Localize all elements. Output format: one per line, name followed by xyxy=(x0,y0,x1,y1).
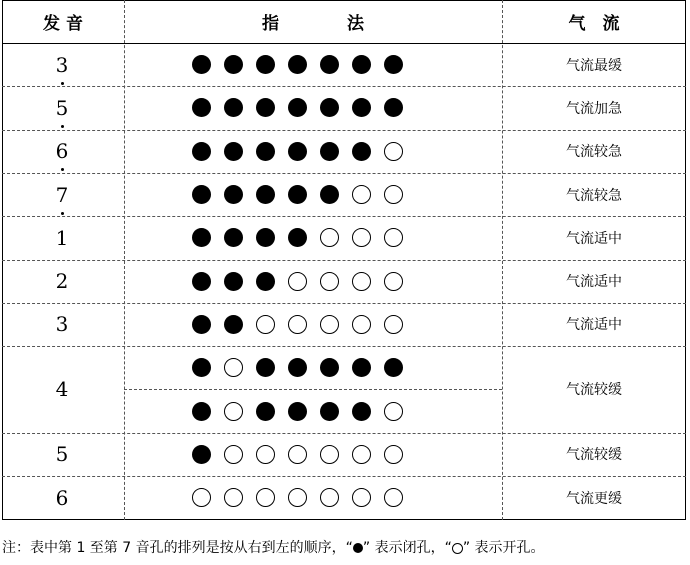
note-number: 7 xyxy=(55,182,69,207)
closed-hole-icon xyxy=(256,98,275,117)
closed-hole-icon xyxy=(384,98,403,117)
closed-hole-icon xyxy=(224,55,243,74)
open-hole-icon xyxy=(320,488,339,507)
fingering-holes xyxy=(192,226,403,250)
open-hole-icon xyxy=(320,315,339,334)
fingering-holes xyxy=(192,399,403,423)
open-hole-icon xyxy=(384,315,403,334)
note-cell xyxy=(2,260,122,303)
open-hole-icon xyxy=(320,445,339,464)
open-hole-icon xyxy=(224,445,243,464)
open-hole-icon xyxy=(352,315,371,334)
note-number: 6 xyxy=(55,139,69,164)
footnote-text-middle: ” 表示闭孔，“ xyxy=(362,540,452,556)
closed-hole-icon xyxy=(256,142,275,161)
closed-hole-icon xyxy=(256,228,275,247)
closed-hole-icon xyxy=(224,228,243,247)
note-label xyxy=(56,183,69,207)
closed-hole-icon xyxy=(320,98,339,117)
open-hole-icon xyxy=(352,272,371,291)
open-hole-icon xyxy=(288,445,307,464)
note-cell xyxy=(2,173,122,216)
closed-hole-icon xyxy=(256,402,275,421)
fingering-holes xyxy=(192,442,403,466)
header-note: 发 音 xyxy=(43,14,83,34)
open-hole-icon xyxy=(352,185,371,204)
closed-hole-icon xyxy=(288,142,307,161)
note-number: 5 xyxy=(55,95,69,120)
airflow-cell: 气流适中 xyxy=(566,317,622,334)
closed-hole-icon xyxy=(288,358,307,377)
note-number: 3 xyxy=(55,312,69,337)
fingering-holes xyxy=(192,356,403,380)
open-hole-icon xyxy=(452,543,463,554)
note-cell xyxy=(2,86,122,129)
airflow-cell: 气流加急 xyxy=(566,100,622,117)
note-cell xyxy=(2,130,122,173)
closed-hole-icon xyxy=(320,358,339,377)
closed-hole-icon xyxy=(192,445,211,464)
closed-hole-icon xyxy=(288,55,307,74)
note-label xyxy=(56,442,69,466)
airflow-cell: 气流较缓 xyxy=(566,382,622,399)
closed-hole-icon xyxy=(352,98,371,117)
open-hole-icon xyxy=(352,228,371,247)
note-label xyxy=(56,486,69,510)
header-fingering: 指 法 xyxy=(262,14,364,34)
note-cell xyxy=(2,43,122,86)
closed-hole-icon xyxy=(384,358,403,377)
closed-hole-icon xyxy=(192,142,211,161)
sub-row-divider xyxy=(124,389,502,390)
note-label xyxy=(56,96,69,120)
closed-hole-icon xyxy=(288,185,307,204)
airflow-cell: 气流适中 xyxy=(566,274,622,291)
fingering-holes xyxy=(192,96,403,120)
closed-hole-icon xyxy=(256,55,275,74)
footnote-text-after: ” 表示开孔。 xyxy=(462,540,545,556)
fingering-holes xyxy=(192,486,403,510)
note-cell xyxy=(2,346,122,433)
closed-hole-icon xyxy=(192,358,211,377)
note-number: 6 xyxy=(55,485,69,510)
note-label xyxy=(56,53,69,77)
fingering-holes xyxy=(192,139,403,163)
closed-hole-icon xyxy=(288,98,307,117)
closed-hole-icon xyxy=(192,315,211,334)
closed-hole-icon xyxy=(192,185,211,204)
low-octave-dot-icon xyxy=(61,212,64,215)
fingering-holes xyxy=(192,312,403,336)
closed-hole-icon xyxy=(224,272,243,291)
open-hole-icon xyxy=(224,488,243,507)
closed-hole-icon xyxy=(256,272,275,291)
note-cell xyxy=(2,216,122,259)
open-hole-icon xyxy=(384,142,403,161)
closed-hole-icon xyxy=(192,228,211,247)
closed-hole-icon xyxy=(352,55,371,74)
airflow-cell: 气流最缓 xyxy=(566,57,622,74)
note-label xyxy=(56,377,69,401)
note-cell xyxy=(2,433,122,476)
note-number: 4 xyxy=(55,377,69,402)
note-label xyxy=(56,312,69,336)
note-cell xyxy=(2,476,122,519)
open-hole-icon xyxy=(288,488,307,507)
closed-hole-icon xyxy=(224,142,243,161)
note-number: 2 xyxy=(55,269,69,294)
open-hole-icon xyxy=(192,488,211,507)
open-hole-icon xyxy=(352,445,371,464)
open-hole-icon xyxy=(256,315,275,334)
closed-hole-icon xyxy=(192,98,211,117)
note-number: 5 xyxy=(55,442,69,467)
closed-hole-icon xyxy=(224,315,243,334)
fingering-holes xyxy=(192,183,403,207)
note-number: 1 xyxy=(55,225,69,250)
closed-hole-icon xyxy=(320,185,339,204)
open-hole-icon xyxy=(384,445,403,464)
open-hole-icon xyxy=(288,272,307,291)
open-hole-icon xyxy=(384,185,403,204)
open-hole-icon xyxy=(224,358,243,377)
airflow-cell: 气流较急 xyxy=(566,187,622,204)
open-hole-icon xyxy=(288,315,307,334)
airflow-cell: 气流较缓 xyxy=(566,447,622,464)
open-hole-icon xyxy=(384,228,403,247)
open-hole-icon xyxy=(320,272,339,291)
low-octave-dot-icon xyxy=(61,125,64,128)
closed-hole-icon xyxy=(353,543,363,553)
closed-hole-icon xyxy=(320,55,339,74)
open-hole-icon xyxy=(352,488,371,507)
closed-hole-icon xyxy=(288,228,307,247)
airflow-cell: 气流适中 xyxy=(566,230,622,247)
fingering-holes xyxy=(192,269,403,293)
closed-hole-icon xyxy=(192,402,211,421)
airflow-cell: 气流更缓 xyxy=(566,490,622,507)
closed-hole-icon xyxy=(288,402,307,421)
closed-hole-icon xyxy=(384,55,403,74)
closed-hole-icon xyxy=(320,402,339,421)
note-label xyxy=(56,139,69,163)
open-hole-icon xyxy=(320,228,339,247)
open-hole-icon xyxy=(384,488,403,507)
open-hole-icon xyxy=(224,402,243,421)
footnote xyxy=(2,537,545,557)
closed-hole-icon xyxy=(256,358,275,377)
open-hole-icon xyxy=(256,445,275,464)
open-hole-icon xyxy=(384,272,403,291)
header-air: 气 流 xyxy=(568,14,620,34)
closed-hole-icon xyxy=(256,185,275,204)
note-label xyxy=(56,269,69,293)
closed-hole-icon xyxy=(352,358,371,377)
footnote-text-before: 注：表中第 1 至第 7 音孔的排列是按从右到左的顺序，“ xyxy=(2,540,353,556)
closed-hole-icon xyxy=(192,55,211,74)
open-hole-icon xyxy=(384,402,403,421)
note-label xyxy=(56,226,69,250)
fingering-chart-table xyxy=(2,0,686,520)
closed-hole-icon xyxy=(224,98,243,117)
closed-hole-icon xyxy=(224,185,243,204)
fingering-holes xyxy=(192,53,403,77)
low-octave-dot-icon xyxy=(61,82,64,85)
closed-hole-icon xyxy=(352,402,371,421)
low-octave-dot-icon xyxy=(61,168,64,171)
closed-hole-icon xyxy=(320,142,339,161)
open-hole-icon xyxy=(256,488,275,507)
closed-hole-icon xyxy=(352,142,371,161)
note-cell xyxy=(2,303,122,346)
closed-hole-icon xyxy=(192,272,211,291)
airflow-cell: 气流较急 xyxy=(566,144,622,161)
note-number: 3 xyxy=(55,52,69,77)
